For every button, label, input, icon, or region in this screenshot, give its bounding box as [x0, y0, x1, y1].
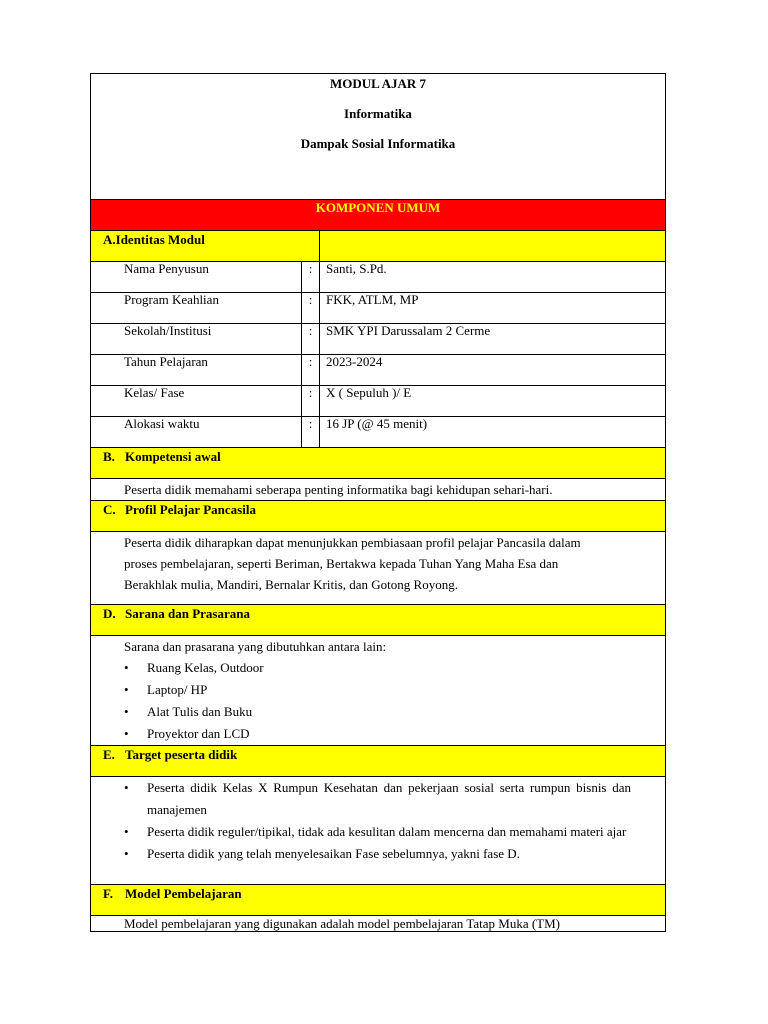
section-d-letter: D. [103, 606, 116, 621]
section-c-line: Berakhlak mulia, Mandiri, Bernalar Kritis, dan Gotong Royong. [124, 577, 458, 592]
identity-colon: : [302, 386, 320, 416]
list-item: • Peserta didik yang telah menyelesaikan Fase sebelumnya, yakni fase D. [124, 843, 631, 865]
komponen-umum-header: KOMPONEN UMUM [91, 199, 665, 230]
section-c-line: proses pembelajaran, seperti Beriman, Bertakwa kepada Tuhan Yang Maha Esa dan [124, 556, 559, 571]
list-item: • Laptop/ HP [124, 679, 631, 701]
section-f-text: Model pembelajaran yang digunakan adalah model pembelajaran Tatap Muka (TM) [124, 916, 560, 931]
identity-colon: : [302, 324, 320, 354]
identity-value: X ( Sepuluh )/ E [326, 385, 412, 400]
section-c-header [91, 500, 665, 531]
identity-value: FKK, ATLM, MP [326, 292, 419, 307]
subject-name: Informatika [344, 106, 412, 121]
identity-row [91, 416, 665, 447]
identity-colon: : [302, 417, 320, 447]
identity-row [91, 323, 665, 354]
module-number: MODUL AJAR 7 [329, 76, 427, 91]
section-e-title: Target peserta didik [125, 747, 238, 762]
identity-row [91, 261, 665, 292]
section-a-empty-cell [320, 231, 665, 261]
section-b-title: Kompetensi awal [125, 449, 221, 464]
list-item: • Proyektor dan LCD [124, 723, 631, 745]
identity-colon: : [302, 355, 320, 385]
section-a-letter: A. [103, 232, 116, 247]
section-a-title-cell [91, 231, 320, 261]
list-item: • Peserta didik Kelas X Rumpun Kesehatan dan pekerjaan sosial serta rumpun bisnis dan manajemen [124, 777, 631, 821]
section-c-line: Peserta didik diharapkan dapat menunjukkan pembiasaan profil pelajar Pancasila dalam [124, 535, 581, 550]
modul-ajar-document [90, 73, 666, 932]
section-c-title: Profil Pelajar Pancasila [125, 502, 256, 517]
section-f-content [91, 915, 665, 931]
topic-title: Dampak Sosial Informatika [300, 136, 456, 151]
identity-row [91, 292, 665, 323]
identity-key: Alokasi waktu [91, 417, 302, 447]
section-a-header [91, 230, 665, 261]
identity-value: 2023-2024 [326, 354, 383, 369]
section-d-intro: Sarana dan prasarana yang dibutuhkan antara lain: [124, 639, 387, 654]
section-d-list [124, 657, 631, 745]
section-a-title: Identitas Modul [115, 232, 205, 247]
identity-key: Tahun Pelajaran [91, 355, 302, 385]
section-b-text: Peserta didik memahami seberapa penting informatika bagi kehidupan sehari-hari. [124, 482, 553, 497]
identity-colon: : [302, 293, 320, 323]
section-d-title: Sarana dan Prasarana [125, 606, 250, 621]
identity-row [91, 385, 665, 416]
identity-colon: : [302, 262, 320, 292]
title-block [91, 74, 665, 199]
section-c-letter: C. [103, 502, 116, 517]
identity-key: Sekolah/Institusi [91, 324, 302, 354]
identity-value: Santi, S.Pd. [326, 261, 387, 276]
section-b-letter: B. [103, 449, 115, 464]
section-b-header [91, 447, 665, 478]
list-item: • Alat Tulis dan Buku [124, 701, 631, 723]
section-f-letter: F. [103, 886, 113, 901]
identity-key: Kelas/ Fase [91, 386, 302, 416]
section-e-header [91, 745, 665, 776]
section-e-letter: E. [103, 747, 115, 762]
section-f-title: Model Pembelajaran [125, 886, 242, 901]
section-f-header [91, 884, 665, 915]
list-item: • Ruang Kelas, Outdoor [124, 657, 631, 679]
section-d-header [91, 604, 665, 635]
identity-key: Nama Penyusun [91, 262, 302, 292]
identity-value: 16 JP (@ 45 menit) [326, 416, 428, 431]
identity-value: SMK YPI Darussalam 2 Cerme [326, 323, 491, 338]
identity-key: Program Keahlian [91, 293, 302, 323]
list-item: • Peserta didik reguler/tipikal, tidak ada kesulitan dalam mencerna dan memahami materi ajar [124, 821, 631, 843]
identity-row [91, 354, 665, 385]
section-e-content [91, 776, 665, 884]
section-c-content [91, 531, 665, 604]
section-d-content [91, 635, 665, 745]
section-b-content [91, 478, 665, 500]
section-e-list [124, 777, 631, 865]
